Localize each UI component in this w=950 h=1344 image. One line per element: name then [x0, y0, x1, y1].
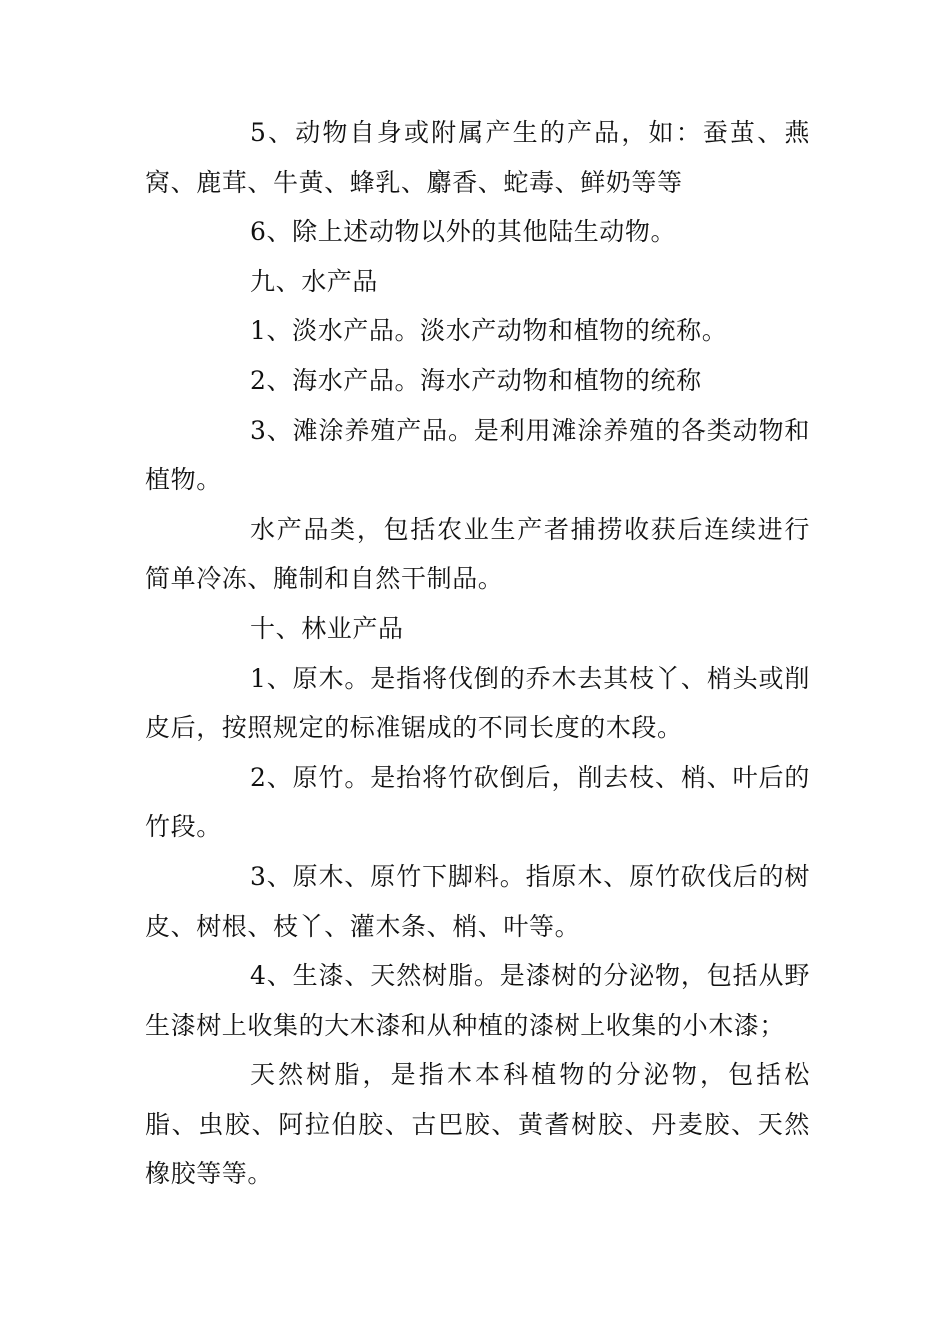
paragraph: 6、除上述动物以外的其他陆生动物。: [250, 217, 677, 247]
paragraph: 5、动物自身或附属产生的产品，如：蚕茧、燕窝、鹿茸、牛黄、蜂乳、麝香、蛇毒、鲜奶等等: [145, 118, 810, 197]
paragraph: 1、原木。是指将伐倒的乔木去其枝丫、梢头或削皮后，按照规定的标准锯成的不同长度的木段。: [145, 663, 810, 743]
section-heading: 九、水产品: [250, 266, 379, 296]
document-body: [145, 108, 810, 1199]
paragraph: 4、生漆、天然树脂。是漆树的分泌物，包括从野生漆树上收集的大木漆和从种植的漆树上收集的小木漆；: [145, 961, 810, 1040]
section-heading: 十、林业产品: [250, 613, 404, 643]
paragraph: 2、海水产品。海水产动物和植物的统称: [250, 365, 702, 395]
paragraph: 天然树脂，是指木本科植物的分泌物，包括松脂、虫胶、阿拉伯胶、古巴胶、黄耆树胶、丹麦胶、天然橡胶等等。: [145, 1060, 810, 1189]
paragraph: 1、淡水产品。淡水产动物和植物的统称。: [250, 316, 728, 346]
paragraph: 3、滩涂养殖产品。是利用滩涂养殖的各类动物和植物。: [145, 415, 810, 495]
paragraph: 水产品类，包括农业生产者捕捞收获后连续进行简单冷冻、腌制和自然干制品。: [145, 514, 810, 594]
paragraph: 2、原竹。是抬将竹砍倒后，削去枝、梢、叶后的竹段。: [145, 762, 810, 842]
paragraph: 3、原木、原竹下脚料。指原木、原竹砍伐后的树皮、树根、枝丫、灌木条、梢、叶等。: [145, 861, 810, 941]
